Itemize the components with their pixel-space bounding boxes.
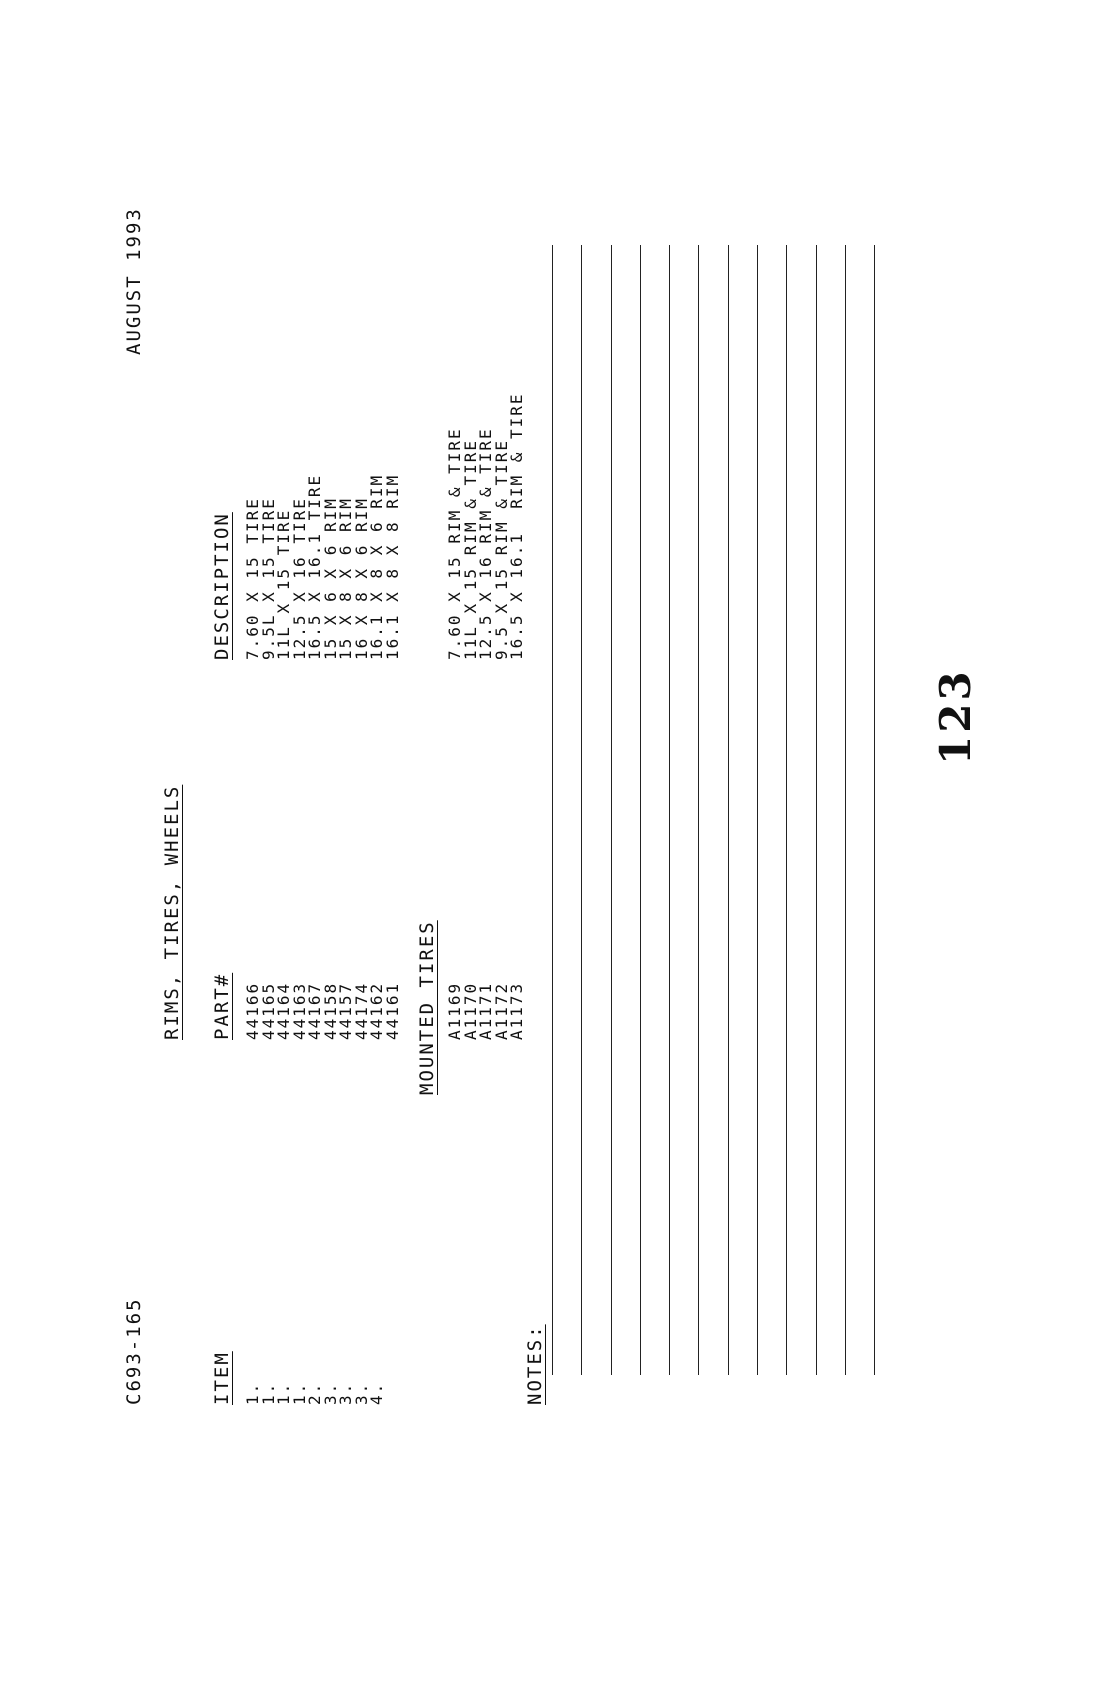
description-cell: 15 X 8 X 6 RIM (336, 497, 355, 660)
notes-lines (552, 245, 904, 1375)
notes-rule-line (728, 245, 729, 1375)
part-cell: 44163 (289, 981, 309, 1040)
column-header-item: ITEM (211, 1351, 233, 1405)
item-cell: 1. (258, 1381, 278, 1405)
mounted-part-cell: A1170 (460, 981, 480, 1040)
item-cell: 3. (336, 1381, 355, 1405)
mounted-part-column (447, 982, 525, 1040)
notes-rule-line (698, 245, 699, 1375)
document-id: C693-165 (123, 1297, 145, 1405)
item-cell: 2. (305, 1381, 324, 1405)
notes-rule-line (611, 245, 612, 1375)
description-column (245, 474, 400, 660)
part-cell: 44157 (336, 981, 355, 1040)
description-cell: 7.60 X 15 TIRE (243, 497, 262, 660)
description-cell: 15 X 6 X 6 RIM (320, 497, 340, 660)
mounted-description-column (447, 392, 525, 660)
mounted-part-cell: A1173 (507, 981, 526, 1040)
mounted-description-cell: 9.5 X 15 RIM & TIRE (491, 438, 511, 660)
notes-rule-line (552, 245, 553, 1375)
page-title: RIMS, TIRES, WHEELS (161, 784, 183, 1040)
part-cell: 44161 (382, 981, 402, 1040)
description-cell: 9.5L X 15 TIRE (258, 497, 278, 660)
description-cell: 16.1 X 8 X 6 RIM (367, 473, 386, 660)
mounted-description-cell: 11L X 15 RIM & TIRE (460, 438, 480, 660)
item-cell: 1. (274, 1381, 293, 1405)
page-number: 123 (931, 668, 980, 765)
mounted-tires-heading: MOUNTED TIRES (416, 920, 438, 1095)
notes-rule-line (581, 245, 582, 1375)
column-header-description: DESCRIPTION (211, 512, 233, 660)
notes-rule-line (669, 245, 670, 1375)
mounted-description-cell: 7.60 X 15 RIM & TIRE (445, 427, 464, 660)
description-cell: 16 X 8 X 6 RIM (351, 497, 371, 660)
mounted-part-cell: A1172 (491, 981, 511, 1040)
notes-rule-line (757, 245, 758, 1375)
mounted-part-cell: A1171 (476, 981, 495, 1040)
item-cell: 1. (289, 1381, 309, 1405)
item-column (245, 1382, 400, 1405)
column-header-part: PART# (211, 972, 233, 1040)
mounted-description-cell: 16.5 X 16.1 RIM & TIRE (507, 392, 526, 660)
part-cell: 44167 (305, 981, 324, 1040)
item-cell: 1. (243, 1381, 262, 1405)
description-cell: 11L X 15 TIRE (274, 508, 293, 660)
notes-rule-line (640, 245, 641, 1375)
mounted-part-cell: A1169 (445, 981, 464, 1040)
part-cell: 44165 (258, 981, 278, 1040)
part-cell: 44174 (351, 981, 371, 1040)
notes-rule-line (816, 245, 817, 1375)
notes-label: NOTES: (524, 1324, 546, 1405)
document-date: AUGUST 1993 (123, 207, 145, 355)
item-cell: 3. (351, 1381, 371, 1405)
description-cell: 16.1 X 8 X 8 RIM (382, 473, 402, 660)
description-cell: 16.5 X 16.1 TIRE (305, 473, 324, 660)
part-cell: 44162 (367, 981, 386, 1040)
item-cell: 4. (367, 1381, 386, 1405)
notes-rule-line (786, 245, 787, 1375)
part-cell: 44166 (243, 981, 262, 1040)
notes-rule-line (845, 245, 846, 1375)
item-cell (385, 1382, 401, 1405)
item-cell: 3. (320, 1381, 340, 1405)
part-cell: 44164 (274, 981, 293, 1040)
notes-rule-line (874, 245, 875, 1375)
description-cell: 12.5 X 16 TIRE (289, 497, 309, 660)
mounted-description-cell: 12.5 X 16 RIM & TIRE (476, 427, 495, 660)
part-cell: 44158 (320, 981, 340, 1040)
part-column (245, 982, 400, 1040)
